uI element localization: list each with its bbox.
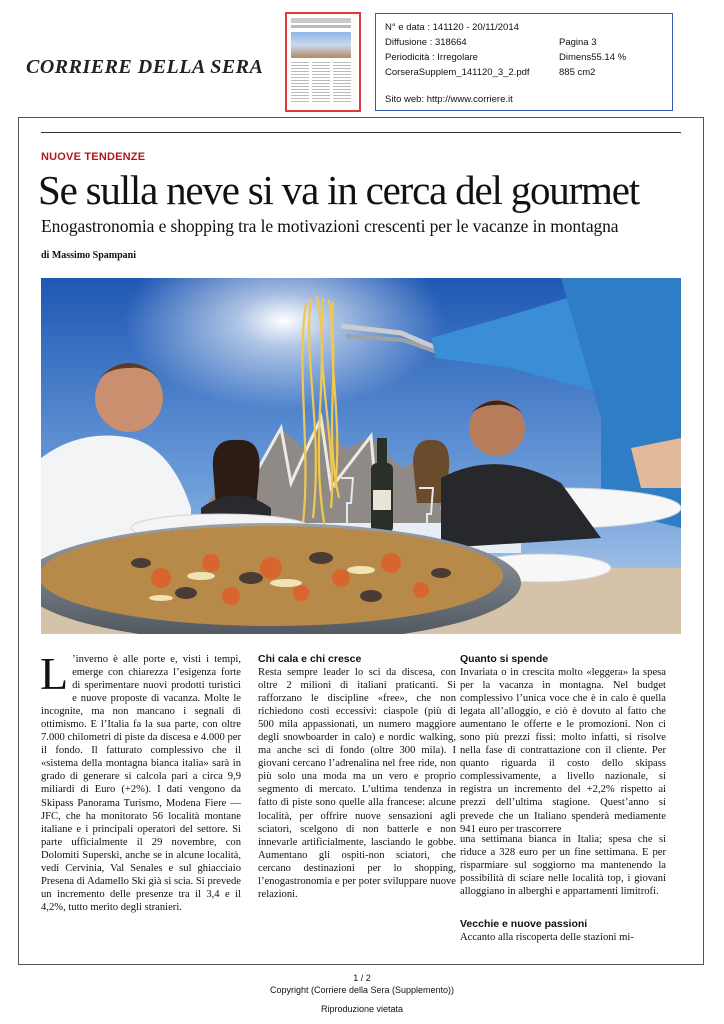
top-rule <box>41 132 681 133</box>
thumbnail-photo-block <box>291 32 351 58</box>
article-photo <box>41 278 681 634</box>
column-2-text: Resta sempre leader lo sci da discesa, con oltre 2 milioni di italiani praticanti. Si rafforzano le discipline «free», che non richiedono costi eccessivi: ciaspole (più di 500 mila appassionati, un numero maggiore degli snowboarder in calo) e nordic walking, ma anche sci di fondo (oltre 300 mila). I giovani cercano l’adrenalina nel free ride, non più solo una moda ma un vero e proprio segmento di mercato. L’ultima tendenza in fatto di piste sono quelle alla francese: alcune località, per offrire nuove sensazioni agli sciatori, scelgono di non batterle e non innevarle artificialmente, lasciando le gobbe. Aumentano gli ospiti-non sciatori, che cercano destinazioni per lo shopping, l’enogastronomia e per poter sviluppare nuove relazioni. <box>258 667 456 900</box>
info-website: Sito web: http://www.corriere.it <box>385 94 513 105</box>
info-area: 885 cm2 <box>559 67 596 78</box>
drop-cap: L <box>40 648 69 699</box>
article-column-3-continued <box>460 833 666 898</box>
article-byline: di Massimo Spampani <box>41 250 137 261</box>
clipping-info-box <box>375 13 673 111</box>
info-date: N° e data : 141120 - 20/11/2014 <box>385 22 519 33</box>
column-3-text-3: Accanto alla riscoperta delle stazioni mi- <box>460 932 634 943</box>
info-dimension: Dimens55.14 % <box>559 52 627 63</box>
column-1-text: ’inverno è alle porte e, visti i tempi, emerge con chiarezza l’esigenza forte di sperimentare nuovi prodotti turistici e nuove proposte di vacanza. Molte le incognite, ma non mancano i segnali di ottimismo. E l’Italia fa la sua parte, con oltre 7.000 chilometri di piste da discesa e 4.000 per il fondo. Il fatturato complessivo che il «sistema della montagna bianca italia» sarà in grado di generare si calcola pari a circa 9,9 miliardi di Euro (+2%). I dati vengono da Skipass Panorama Turismo, Modena Fiere — JFC, che ha monitorato 56 località montane italiane e i principali operatori del settore. Si parte ufficialmente il 29 novembre, con Dolomiti Superski, anche se in alcune località, vedi Cervinia, Val Senales e sul ghiacciaio Presena di Adamello Ski già si scia. Si prevede un incremento delle presenze tra il 3,4 e il 4,2%, tutto merito degli stranieri. <box>41 654 241 913</box>
article-column-3 <box>460 653 666 836</box>
column-3-text: Invariata o in crescita molto «leggera» la spesa per la vacanza in montagna. Nel budget complessivo l’unica voce che è in calo è quella legata all’alloggio, e ciò è dovuto al fatto che aumentano le offerte e le promozioni. Non ci sono più prezzi fissi: molto infatti, si risolve nella fase di contrattazione con il cliente. Per quanto riguarda il costo dello skipass complessivamente, a livello nazionale, si registra un incremento del +2,2% rispetto ai prezzi dell’ultima stagione. Quest’anno si prevede che un Italiano spenderà mediamente 941 euro per trascorrere <box>460 667 666 835</box>
article-kicker: NUOVE TENDENZE <box>41 151 146 163</box>
section-heading-chi-cala: Chi cala e chi cresce <box>258 653 362 665</box>
article-column-3-last <box>460 918 666 944</box>
column-3-text-2: una settimana bianca in Italia; spesa che si riduce a 328 euro per un fine settimana. E per risparmiare sul soggiorno ma mantenendo la possibilità di sciare nelle località top, i giovani alloggiano in alberghi e appartamenti limitrofi. <box>460 834 666 898</box>
info-page: Pagina 3 <box>559 37 597 48</box>
article-column-1 <box>40 648 241 914</box>
photo-illustration <box>41 278 681 634</box>
info-periodicita: Periodicità : Irregolare <box>385 52 478 63</box>
page-thumbnail[interactable] <box>285 12 361 112</box>
article-subtitle: Enogastronomia e shopping tra le motivazioni crescenti per le vacanze in montagna <box>41 216 619 236</box>
article-title: Se sulla neve si va in cerca del gourmet <box>38 167 639 213</box>
section-heading-quanto-si-spende: Quanto si spende <box>460 653 549 665</box>
article-column-2 <box>258 653 456 901</box>
newspaper-logo: CORRIERE DELLA SERA <box>26 56 264 78</box>
info-diffusione: Diffusione : 318664 <box>385 37 467 48</box>
thumbnail-column <box>333 62 351 102</box>
copyright-notice: Copyright (Corriere della Sera (Supplemento)) <box>269 985 455 995</box>
thumbnail-column <box>291 62 309 102</box>
reproduction-notice: Riproduzione vietata <box>320 1004 404 1014</box>
thumbnail-column <box>312 62 330 102</box>
info-file: CorseraSupplem_141120_3_2.pdf <box>385 67 530 78</box>
thumbnail-subtitle-block <box>291 25 351 28</box>
section-heading-vecchie-nuove: Vecchie e nuove passioni <box>460 918 588 930</box>
thumbnail-header-block <box>291 18 351 23</box>
page-number: 1 / 2 <box>353 973 371 983</box>
